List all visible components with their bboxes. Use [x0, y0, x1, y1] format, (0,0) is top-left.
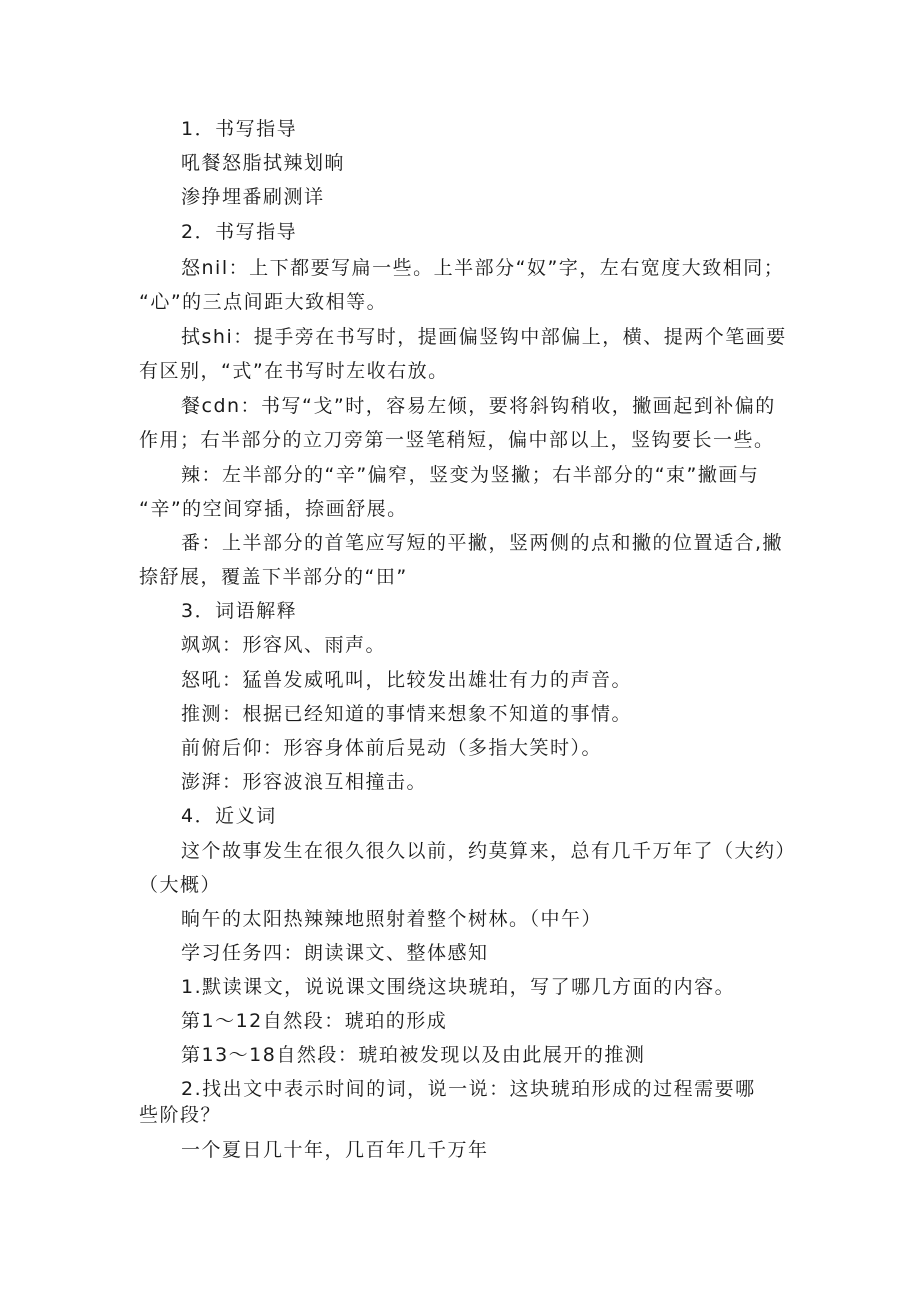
- word-nuhou: 怒吼：猛兽发威吼叫，比较发出雄壮有力的声音。: [181, 669, 633, 691]
- guide-la-line-2: “辛”的空间穿插，捺画舒展。: [139, 498, 408, 520]
- task-question-1: 1.默读课文，说说课文围绕这块琥珀，写了哪几方面的内容。: [181, 976, 736, 998]
- guide-nu-line-2: “心”的三点间距大致相等。: [139, 291, 388, 313]
- task-answer-2: 一个夏日几十年，几百年几千万年: [181, 1139, 489, 1161]
- synonym-sentence-2: 晌午的太阳热辣辣地照射着整个树林。（中午）: [181, 908, 603, 930]
- task-answer-1b: 第13～18自然段：琥珀被发现以及由此展开的推测: [181, 1044, 646, 1066]
- heading-writing-guide-1: 1．书写指导: [181, 118, 298, 140]
- synonym-sentence-1-line-1: 这个故事发生在很久很久以前，约莫算来，总有几千万年了（大约）: [181, 840, 797, 862]
- guide-can-line-2: 作用；右半部分的立刀旁第一竖笔稍短，偏中部以上，竖钩要长一些。: [139, 429, 775, 451]
- char-list-line-2: 渗挣埋番刷测详: [181, 186, 325, 208]
- word-sasa: 飒飒：形容风、雨声。: [181, 634, 387, 656]
- guide-la-line-1: 辣：左半部分的“辛”偏窄，竖变为竖撇；右半部分的“束”撇画与: [181, 464, 760, 486]
- char-list-line-1: 吼餐怒脂拭辣划晌: [181, 152, 346, 174]
- task-answer-1a: 第1～12自然段：琥珀的形成: [181, 1010, 448, 1032]
- guide-shi-line-2: 有区别，“式”在书写时左收右放。: [139, 360, 449, 382]
- task-question-2-line-1: 2.找出文中表示时间的词，说一说：这块琥珀形成的过程需要哪: [181, 1078, 756, 1100]
- task-question-2-line-2: 些阶段？: [139, 1104, 222, 1126]
- guide-shi-line-1: 拭shi：提手旁在书写时，提画偏竖钩中部偏上，横、提两个笔画要: [181, 326, 787, 348]
- word-tuice: 推测：根据已经知道的事情来想象不知道的事情。: [181, 703, 633, 725]
- word-qianfuhouyang: 前俯后仰：形容身体前后晃动（多指大笑时）。: [181, 737, 603, 759]
- heading-task-four: 学习任务四：朗读课文、整体感知: [181, 942, 489, 964]
- heading-writing-guide-2: 2．书写指导: [181, 221, 298, 243]
- word-pengpai: 澎湃：形容波浪互相撞击。: [181, 771, 428, 793]
- heading-word-explanation: 3．词语解释: [181, 600, 298, 622]
- heading-synonyms: 4．近义词: [181, 805, 277, 827]
- guide-fan-line-1: 番：上半部分的首笔应写短的平撇，竖两侧的点和撇的位置适合,撇: [181, 532, 784, 554]
- synonym-sentence-1-line-2: （大概）: [139, 874, 222, 896]
- guide-fan-line-2: 捺舒展，覆盖下半部分的“田”: [139, 566, 408, 588]
- guide-can-line-1: 餐cdn：书写“戈”时，容易左倾，要将斜钩稍收，撇画起到补偏的: [181, 395, 776, 417]
- guide-nu-line-1: 怒nil：上下都要写扁一些。上半部分“奴”字，左右宽度大致相同；: [181, 257, 785, 279]
